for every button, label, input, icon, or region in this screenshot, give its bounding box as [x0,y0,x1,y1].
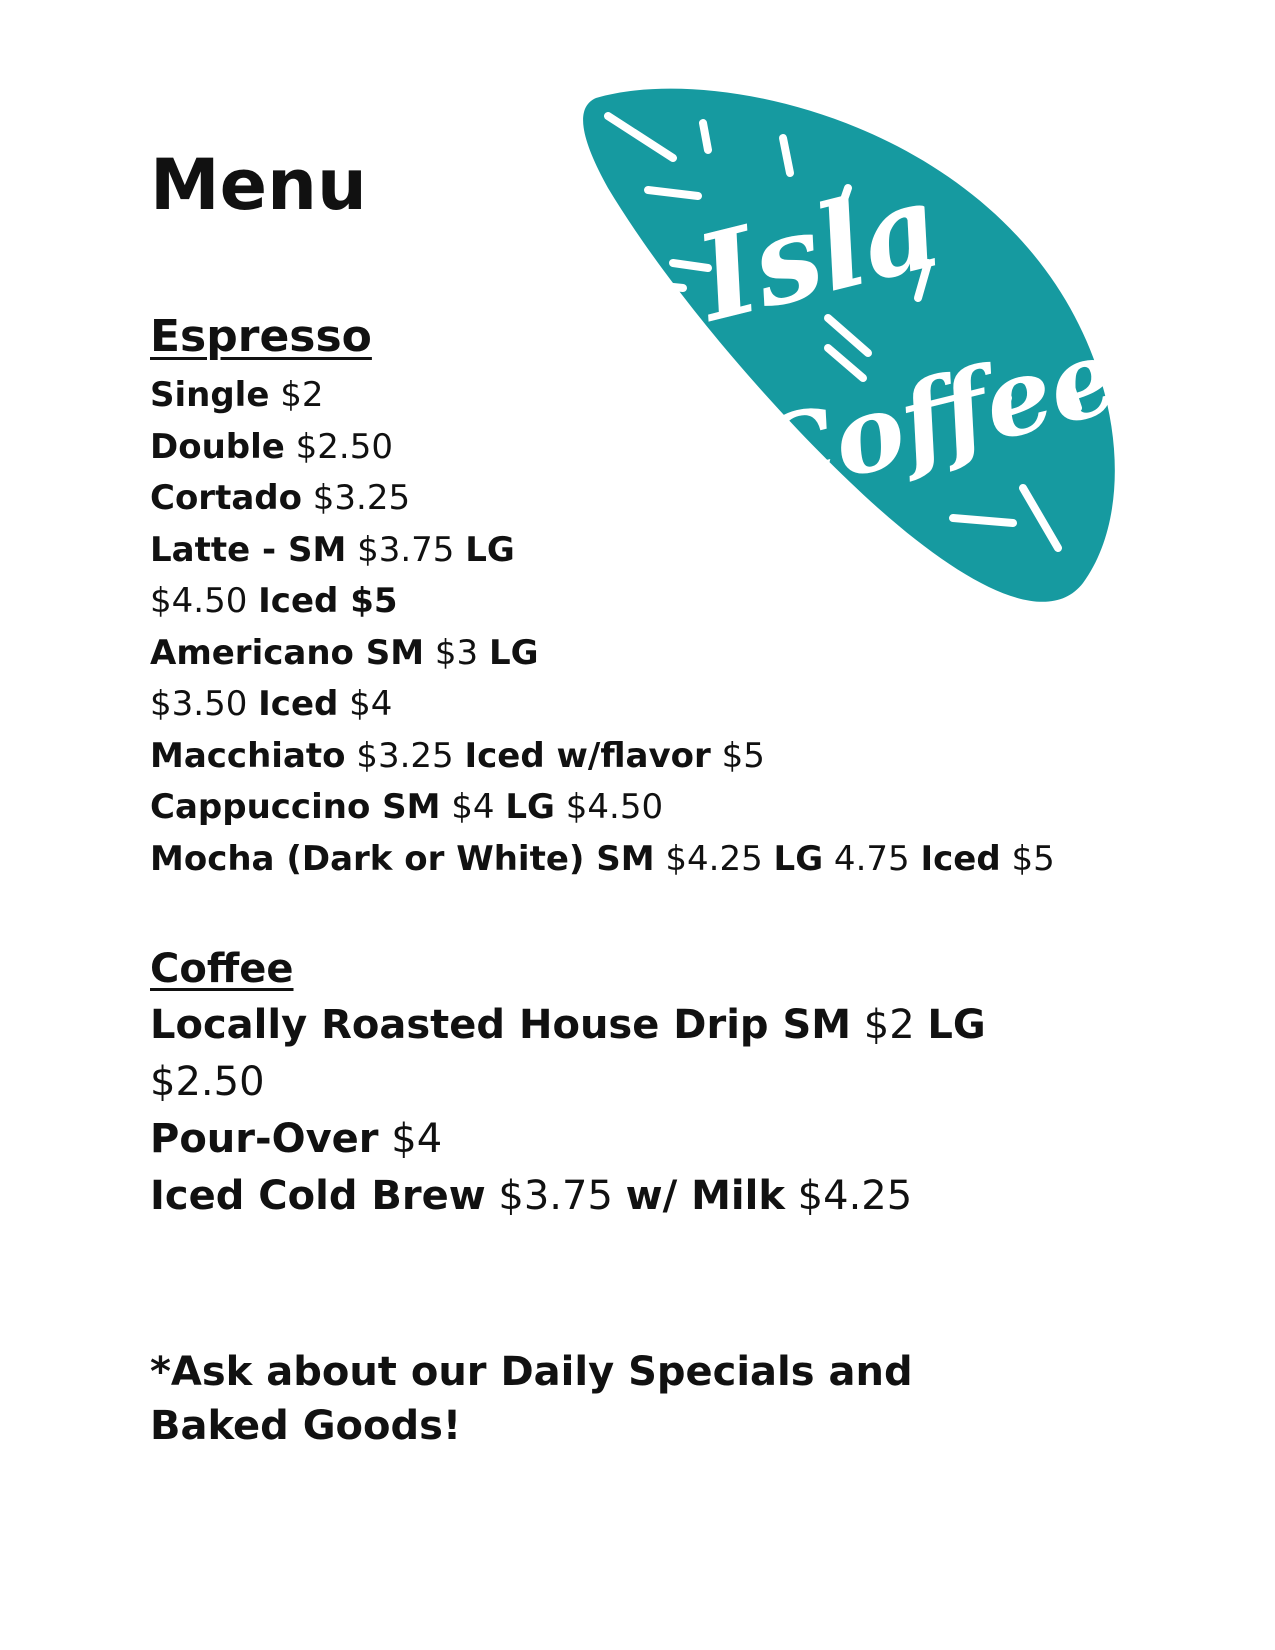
espresso-items [150,370,1150,885]
item-label: Iced $5 [258,581,398,621]
item-price: $5 [710,735,765,776]
item-price: $3.25 [345,735,465,776]
menu-line [150,628,1150,680]
item-price: $4.25 [654,838,774,879]
menu-line [150,997,1050,1054]
item-label: Single [150,375,270,415]
coffee-heading: Coffee [150,946,294,992]
menu-line [150,576,1150,628]
menu-line [150,679,1150,731]
coffee-items [150,997,1050,1225]
item-price: $4 [440,787,506,827]
menu-line [150,473,1150,525]
item-label: Mocha (Dark or White) SM [150,838,655,879]
item-label: Iced [258,684,339,724]
item-price: $2 [269,375,324,415]
item-label: LG [465,529,515,570]
menu-line [150,370,1150,422]
item-label: Iced w/flavor [464,735,711,776]
item-label: Locally Roasted House Drip SM [150,1002,852,1048]
item-price: $4.25 [784,1173,913,1219]
page-title: Menu [150,144,367,226]
item-label: Cappuccino SM [150,787,441,827]
menu-line [150,422,1150,474]
item-label: w/ Milk [625,1173,785,1219]
item-price: $3.75 [485,1173,626,1219]
logo-text-coffee: Coffee [739,313,1129,523]
item-price: $4 [378,1116,443,1162]
item-label: Americano SM [150,632,425,673]
item-price: $4.50 [150,581,259,621]
menu-line [150,731,1150,783]
coffee-section [150,945,1050,1225]
item-price: $2.50 [284,426,393,467]
item-label: Cortado [150,478,302,518]
item-label: Latte - SM [150,529,347,570]
item-price: $4.50 [554,787,664,827]
item-label: Iced Cold Brew [150,1173,486,1219]
item-price: 4.75 [823,838,921,879]
menu-line [150,782,1150,834]
item-label: LG [927,1002,986,1048]
item-price: $4 [338,684,393,724]
menu-line [150,1054,1050,1111]
espresso-section [150,310,1150,885]
specials-note: *Ask about our Daily Specials and Baked Goods! [150,1349,913,1449]
item-price: $2 [851,1002,928,1048]
item-price: $3.50 [150,684,259,724]
item-label: Macchiato [150,735,346,776]
menu-line [150,525,1150,577]
item-price: $5 [1000,838,1055,879]
item-label: Double [150,426,285,467]
item-price: $3 [424,632,489,673]
logo-text-isla: Isla [684,154,954,349]
item-label: LG [488,632,539,673]
item-label: Pour-Over [150,1116,379,1162]
item-price: $2.50 [150,1059,265,1105]
item-price: $3.75 [346,529,466,570]
espresso-heading: Espresso [150,311,372,362]
menu-line [150,834,1150,886]
item-price: $3.25 [301,478,411,518]
item-label: LG [773,838,824,879]
menu-line [150,1111,1050,1168]
menu-line [150,1168,1050,1225]
item-label: LG [505,787,555,827]
item-label: Iced [920,838,1001,879]
